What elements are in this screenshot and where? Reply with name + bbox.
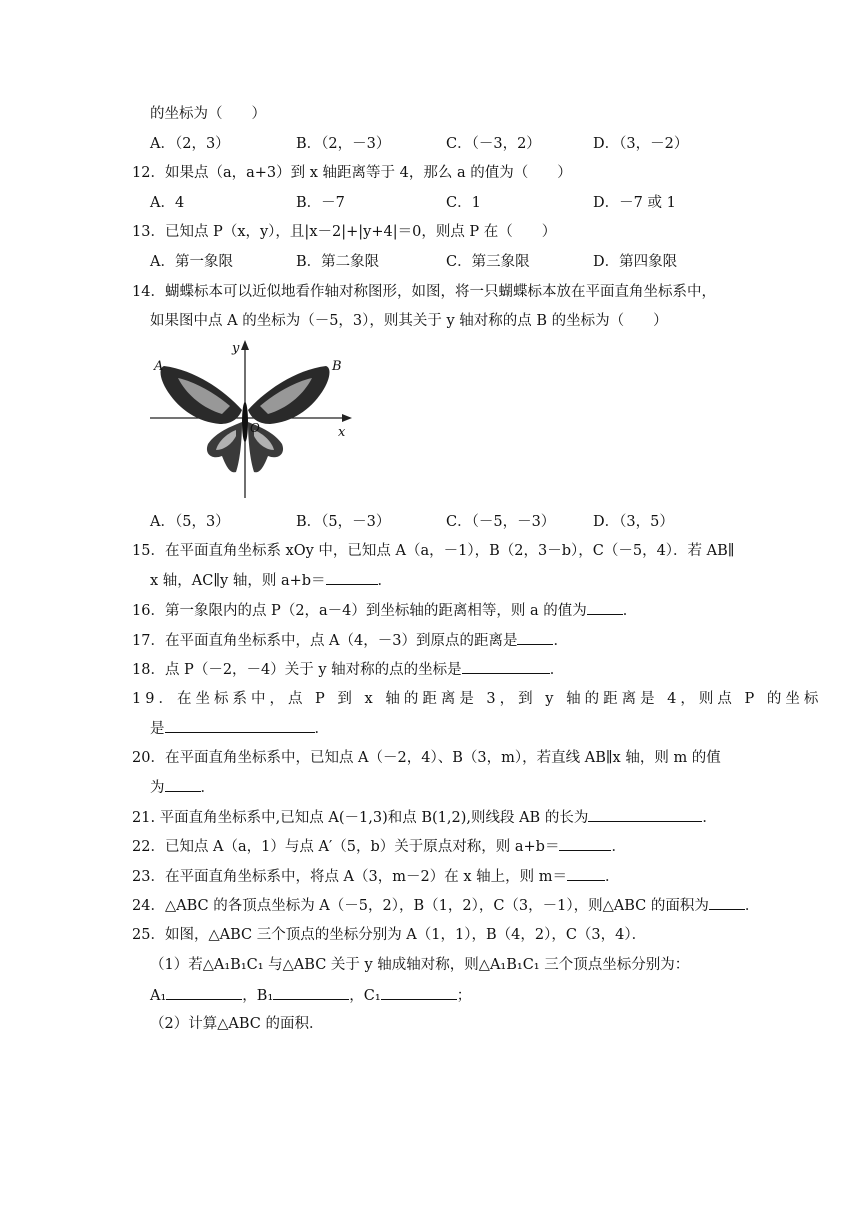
q14-option-b: B．（5，－3） [296,514,391,530]
q12-option-d: D．－7 或 1 [593,195,676,211]
q14-option-d: D．（3，5） [593,514,674,530]
q13-option-a: A．第一象限 [150,254,233,270]
label-origin: O [250,421,260,435]
answer-blank [326,570,378,585]
q13-option-c: C．第三象限 [446,254,530,270]
answer-blank-a1 [166,985,242,1000]
q20-stem-line1: 20．在平面直角坐标系中，已知点 A（－2，4）、B（3，m），若直线 AB∥x 轴，则 m 的值 [132,750,721,766]
answer-blank [588,807,702,822]
label-point-a: A [154,359,164,374]
q14-stem-line2: 如果图中点 A 的坐标为（－5，3），则其关于 y 轴对称的点 B 的坐标为（ ） [150,313,668,329]
answer-blank [165,718,315,733]
q11-option-b: B．（2，－3） [296,136,391,152]
answer-blank-c1 [381,985,457,1000]
butterfly-figure [146,340,358,502]
q11-option-a: A．（2，3） [150,136,230,152]
q20-stem-line2: 为 ． [150,777,215,798]
q15-stem-line1: 15．在平面直角坐标系 xOy 中，已知点 A（a，－1），B（2，3－b），C（－5，4）．若 AB∥ [132,543,735,559]
q22-stem: 22．已知点 A（a，1）与点 A′（5，b）关于原点对称，则 a+b＝ ． [132,836,626,857]
q12-stem: 12．如果点（a，a+3）到 x 轴距离等于 4，那么 a 的值为（ ） [132,165,572,181]
q14-option-c: C．（－5，－3） [446,514,556,530]
q18-stem: 18．点 P（－2，－4）关于 y 轴对称的点的坐标是 ． [132,659,564,680]
label-y-axis: y [232,341,240,356]
answer-blank-b1 [273,985,349,1000]
q25-stem: 25．如图，△ABC 三个顶点的坐标分别为 A（1，1），B（4，2），C（3，4）． [132,927,647,943]
answer-blank [165,777,201,792]
answer-blank [587,600,623,615]
answer-blank [709,895,745,910]
answer-blank [559,836,611,851]
q13-stem: 13．已知点 P（x，y），且|x－2|+|y+4|＝0，则点 P 在（ ） [132,224,557,240]
answer-blank [567,866,605,881]
q12-option-a: A．4 [150,195,185,211]
q13-option-b: B．第二象限 [296,254,380,270]
label-x-axis: x [338,425,346,440]
q12-option-c: C．1 [446,195,481,211]
answer-blank [462,659,550,674]
q24-stem: 24．△ABC 的各顶点坐标为 A（－5，2），B（1，2），C（3，－1），则△ABC 的面积为 ． [132,895,759,916]
q19-stem-line2: 是 ． [150,718,329,739]
q23-stem: 23．在平面直角坐标系中，将点 A（3，m－2）在 x 轴上，则 m＝ ． [132,866,619,887]
q25-part1: （1）若△A₁B₁C₁ 与△ABC 关于 y 轴成轴对称，则△A₁B₁C₁ 三个顶点坐标分别为： [150,957,690,973]
answer-blank [517,630,553,645]
q11-option-d: D．（3，－2） [593,136,689,152]
butterfly-body [242,402,248,442]
q19-stem-line1: 19．在坐标系中，点 P 到 x 轴的距离是 3，到 y 轴的距离是 4，则点 P 的坐标 [132,691,823,707]
q25-part2: （2）计算△ABC 的面积． [150,1016,324,1032]
y-axis-arrow [241,340,249,350]
label-point-b: B [332,359,342,374]
q17-stem: 17．在平面直角坐标系中，点 A（4，－3）到原点的距离是 ． [132,630,568,651]
q16-stem: 16．第一象限内的点 P（2，a－4）到坐标轴的距离相等，则 a 的值为 ． [132,600,637,621]
q15-stem-line2: x 轴，AC∥y 轴，则 a+b＝ ． [150,570,392,591]
x-axis-arrow [342,414,352,422]
q12-option-b: B．－7 [296,195,345,211]
q11-tail: 的坐标为（ ） [150,106,266,122]
q25-part1-answers: A₁ ，B₁ ，C₁ ； [150,985,471,1006]
q14-option-a: A．（5，3） [150,514,230,530]
q13-option-d: D．第四象限 [593,254,678,270]
q11-option-c: C．（－3，2） [446,136,541,152]
q21-stem: 21. 平面直角坐标系中,已知点 A(－1,3)和点 B(1,2),则线段 AB 的长为 ． [132,807,717,828]
q14-stem-line1: 14．蝴蝶标本可以近似地看作轴对称图形，如图，将一只蝴蝶标本放在平面直角坐标系中， [132,284,716,300]
